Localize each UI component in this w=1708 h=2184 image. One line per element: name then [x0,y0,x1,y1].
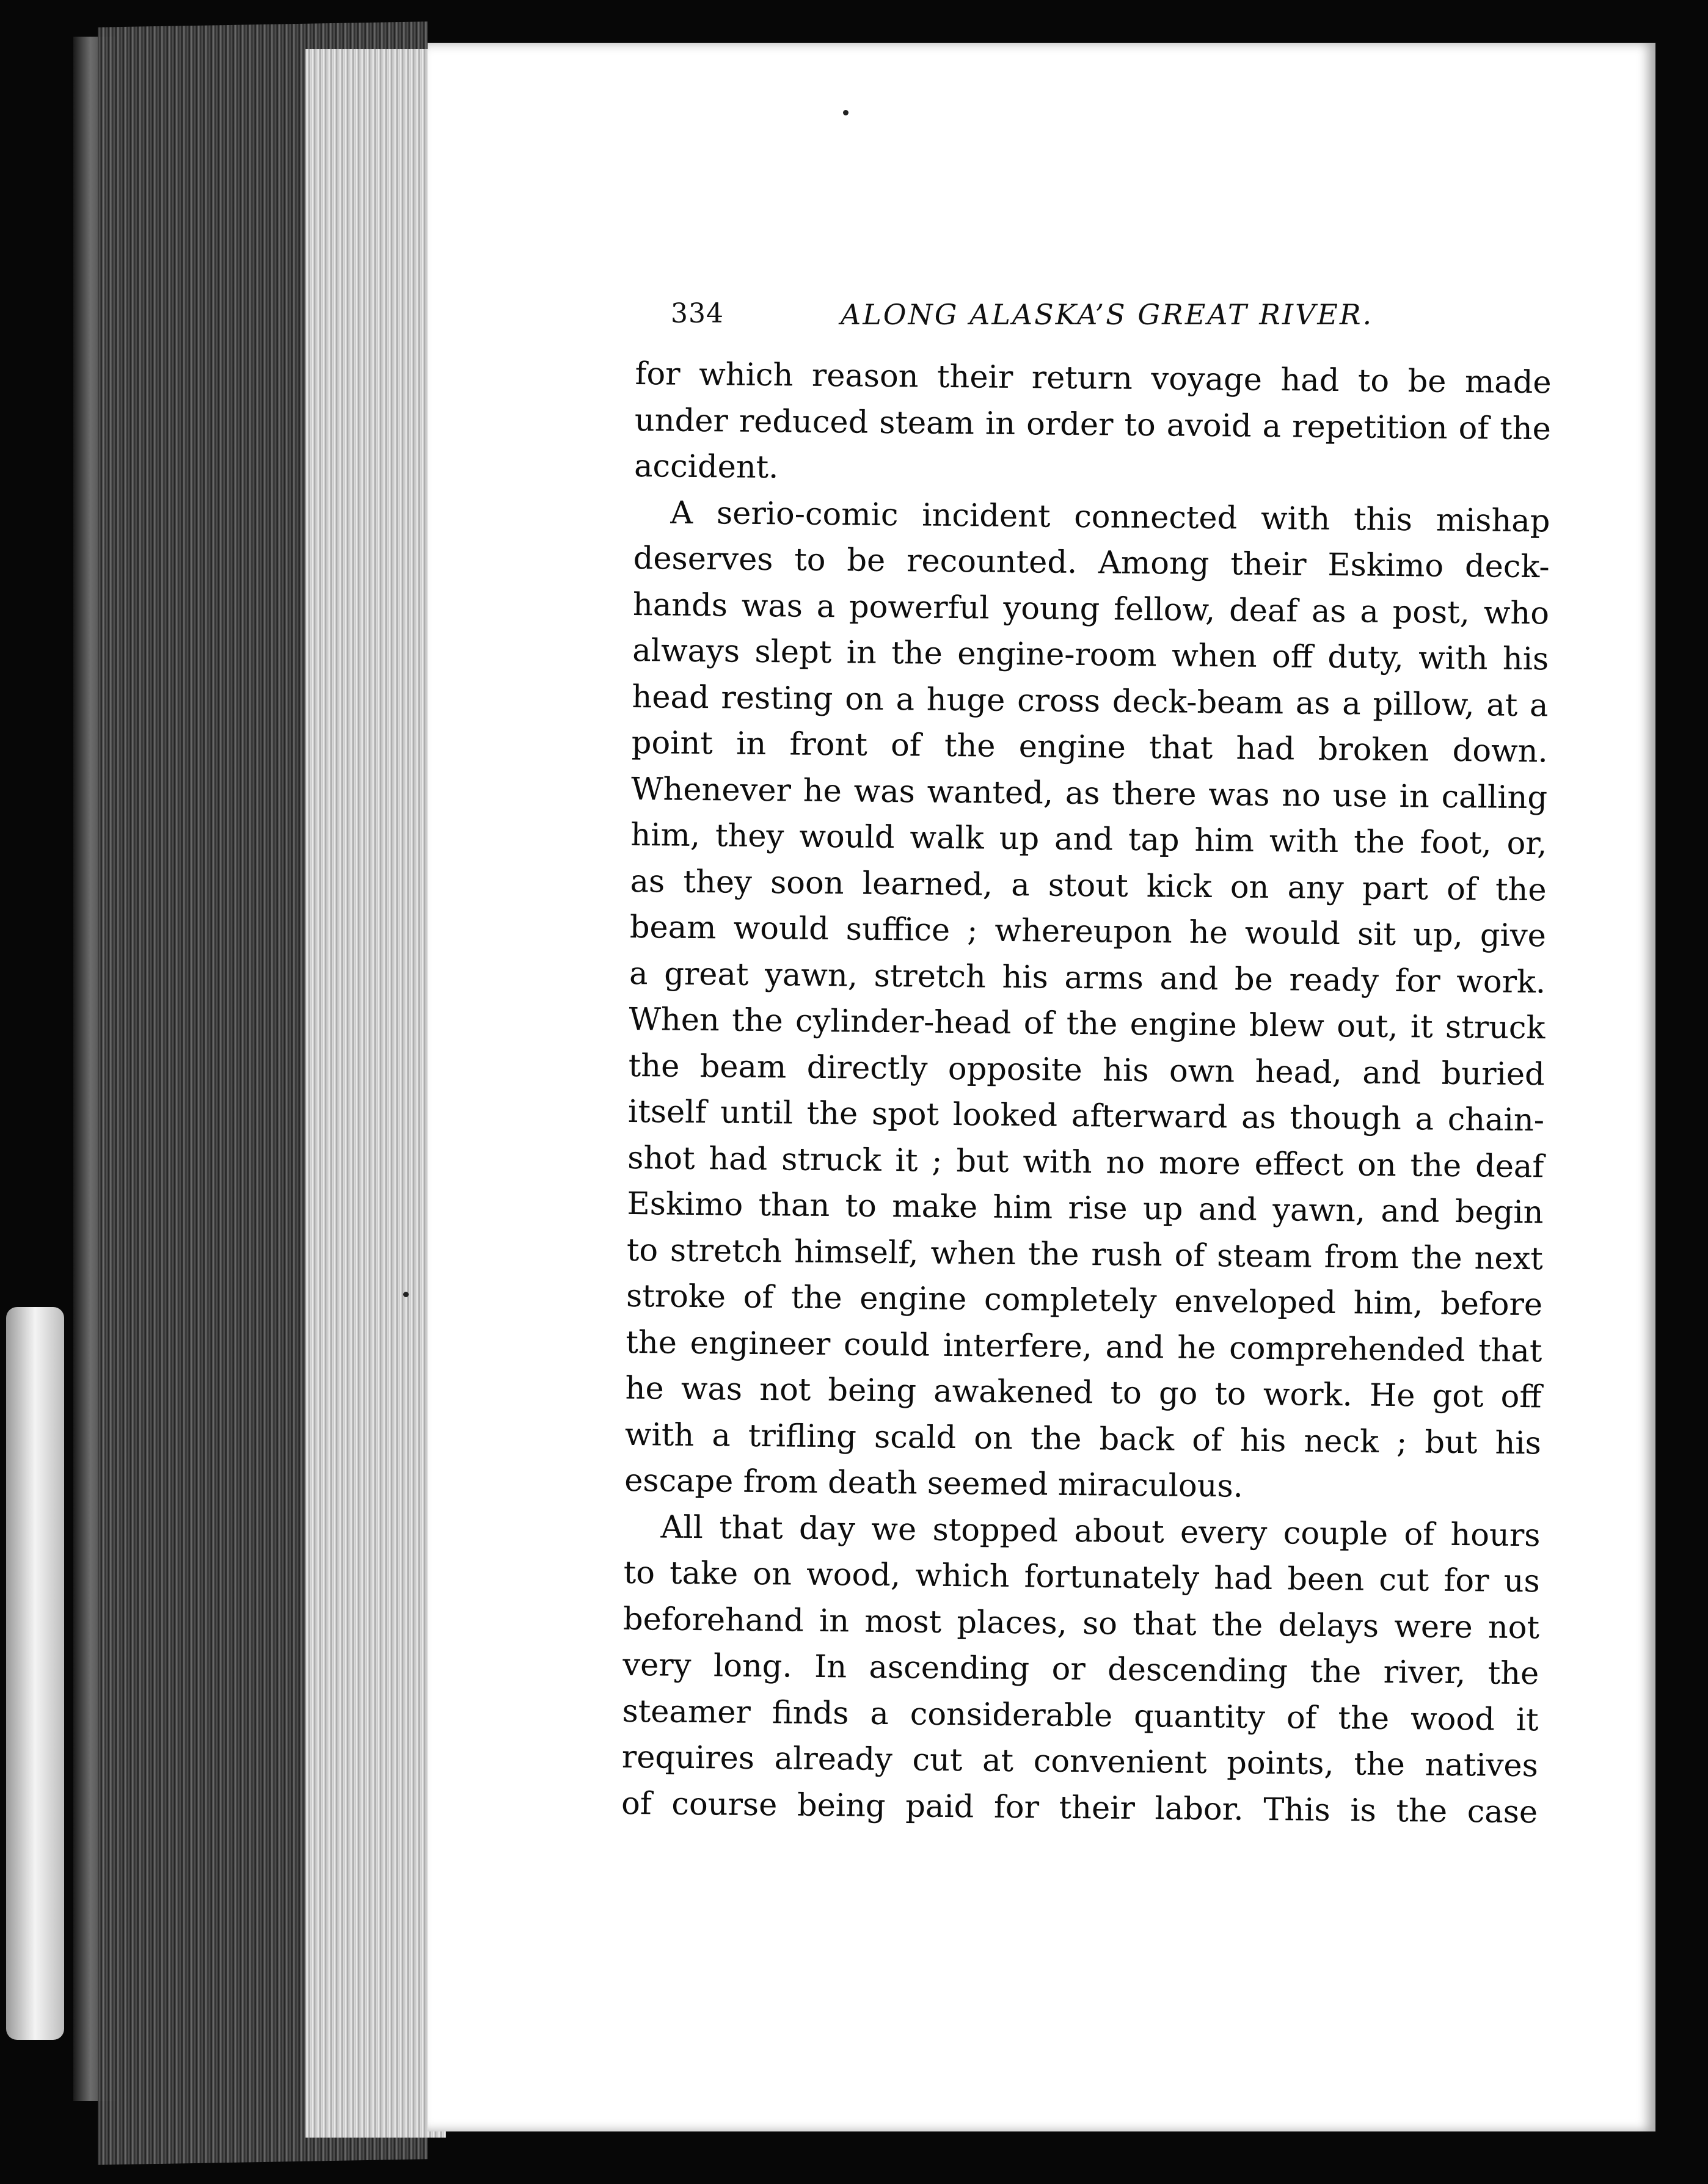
text-line: escape from death seemed miraculous. [624,1462,1244,1505]
text-line: very long. In ascending or descending the river, the [622,1647,1539,1692]
text-line: A serio-comic incident connected with this mishap [670,495,1550,539]
ink-speck [843,110,849,115]
text-line: shot had struck it ; but with no more effect on the deaf [627,1140,1544,1185]
text-line: Eskimo than to make him rise up and yawn, and begin [627,1185,1544,1231]
text-line: accident. [633,448,779,486]
text-line: the engineer could interfere, and he comprehended that [626,1324,1542,1369]
text-line: with a trifling scald on the back of his neck ; but his [624,1416,1542,1461]
text-line: the beam directly opposite his own head, and buried [628,1047,1545,1093]
text-line: beforehand in most places, so that the delays were not [622,1601,1540,1646]
ink-speck [403,1292,409,1297]
body-text [621,351,1564,1835]
text-line: When the cylinder-head of the engine blew out, it struck [629,1001,1546,1047]
paper-tab-strip [6,1307,64,2040]
text-line: head resting on a huge cross deck-beam as a pillow, at a [632,679,1549,724]
text-line: of course being paid for their labor. This is the case [621,1785,1538,1830]
text-line: All that day we stopped about every couple of hours [660,1509,1541,1554]
text-line: as they soon learned, a stout kick on any part of the [630,863,1547,908]
text-line: Whenever he was wanted, as there was no use in calling [630,771,1548,816]
text-line: steamer finds a considerable quantity of the wood it [622,1693,1539,1738]
text-line: point in front of the engine that had broken down. [631,724,1549,770]
text-line: hands was a powerful young fellow, deaf as a post, who [632,586,1550,632]
text-line: itself until the spot looked afterward as though a chain- [627,1093,1545,1139]
text-line: to stretch himself, when the rush of steam from the next [626,1232,1544,1277]
running-head [671,298,1404,341]
text-line: under reduced steam in order to avoid a repetition of the [634,402,1552,447]
text-line: to take on wood, which fortunately had been cut for us [623,1554,1541,1600]
book-page-edges-light [305,49,446,2138]
text-line: a great yawn, stretch his arms and be ready for work. [629,955,1546,1000]
text-line: always slept in the engine-room when off duty, with his [632,632,1549,678]
page-number: 334 [671,298,724,329]
text-line: for which reason their return voyage had to be made [635,355,1552,401]
running-title: ALONG ALASKA’S GREAT RIVER. [841,298,1374,331]
text-line: stroke of the engine completely enveloped him, before [626,1278,1543,1323]
text-line: he was not being awakened to go to work. He got off [625,1370,1542,1416]
text-line: him, they would walk up and tap him with the foot, or, [630,817,1547,862]
text-line: requires already cut at convenient points, the natives [621,1739,1539,1785]
text-line: beam would suffice ; whereupon he would sit up, give [629,909,1547,955]
text-line: deserves to be recounted. Among their Eskimo deck- [633,540,1550,586]
